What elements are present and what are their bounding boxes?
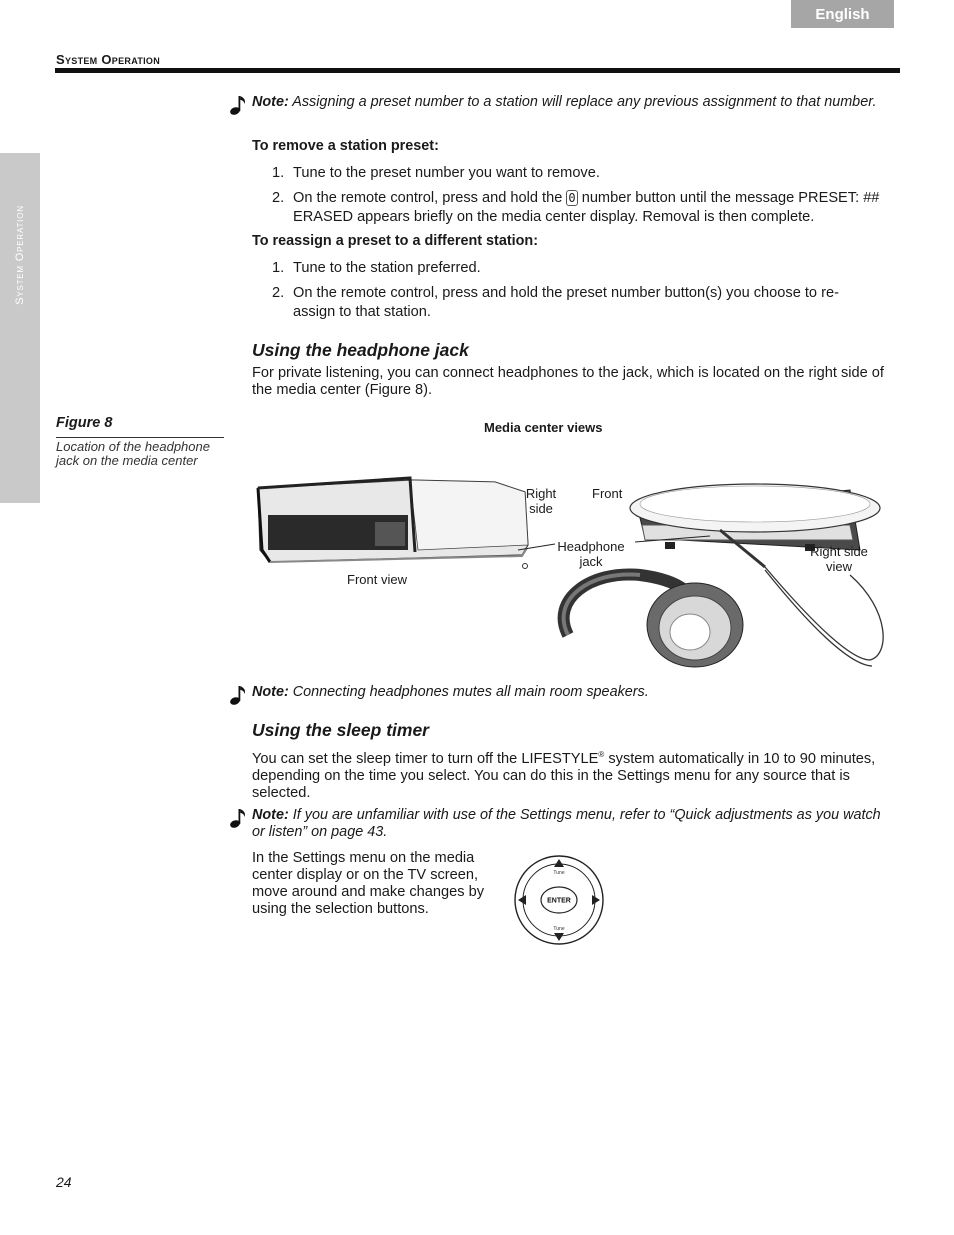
- sleep-text-a: You can set the sleep timer to turn off the LIFESTYLE: [252, 750, 599, 767]
- language-tab[interactable]: English: [791, 0, 894, 28]
- music-note-icon: [228, 684, 250, 706]
- headphone-section-heading: Using the headphone jack: [252, 340, 469, 360]
- list-item: [272, 164, 897, 183]
- list-item: [272, 284, 872, 322]
- note-headphones-mute: [228, 684, 888, 701]
- step-number: 2.: [272, 190, 285, 206]
- music-note-icon: [228, 807, 250, 829]
- music-note-icon: [228, 94, 250, 116]
- settings-menu-paragraph: In the Settings menu on the media center display or on the TV screen, move around and make changes by using the selection buttons.: [252, 850, 485, 917]
- sleep-timer-heading: Using the sleep timer: [252, 720, 429, 740]
- note-text: Assigning a preset number to a station will replace any previous assignment to that number.: [292, 94, 877, 110]
- step-text: number button until the message PRESET: ## ERASED appears briefly on the media center display. Removal is then complete.: [293, 190, 880, 225]
- note-settings-menu: [228, 807, 888, 841]
- remove-preset-heading: To remove a station preset:: [252, 138, 439, 154]
- step-text: On the remote control, press and hold the: [293, 190, 563, 206]
- note-label: Note:: [252, 94, 289, 110]
- headphones-image: [564, 567, 884, 667]
- step-number: 2.: [272, 285, 285, 301]
- list-item: [272, 259, 897, 278]
- figure-caption-rule: [56, 437, 224, 438]
- figure-title: Figure 8: [56, 415, 113, 431]
- tune-bottom-label: Tune: [553, 926, 565, 932]
- sleep-timer-paragraph: [252, 746, 882, 802]
- label-front-view: Front view: [347, 572, 407, 587]
- step-text: On the remote control, press and hold the preset number button(s) you choose to re-assign to that station.: [293, 285, 839, 320]
- media-center-illustration: [250, 470, 895, 670]
- header-rule: [55, 68, 900, 73]
- registered-mark: ®: [598, 750, 605, 759]
- note-label: Note:: [252, 684, 289, 700]
- list-item: [272, 189, 897, 227]
- page-number: 24: [56, 1174, 72, 1190]
- note-preset-replace: [228, 94, 888, 111]
- label-right-side-view: Right side view: [810, 544, 868, 574]
- label-headphone-jack: Headphone jack: [557, 539, 625, 569]
- figure-caption: Location of the headphone jack on the media center: [56, 439, 210, 468]
- note-text: Connecting headphones mutes all main room speakers.: [292, 684, 649, 700]
- media-center-front-view-image: [258, 478, 528, 569]
- step-text: Tune to the station preferred.: [293, 260, 481, 276]
- note-label: Note:: [252, 807, 289, 823]
- headphone-paragraph: For private listening, you can connect headphones to the jack, which is located on the right side of the media center (Figure 8).: [252, 365, 884, 398]
- step-number: 1.: [272, 165, 285, 181]
- step-number: 1.: [272, 260, 285, 276]
- side-tab-label: System Operation: [14, 205, 26, 305]
- label-front: Front: [592, 486, 623, 501]
- reassign-preset-heading: To reassign a preset to a different station:: [252, 233, 538, 249]
- step-text: Tune to the preset number you want to remove.: [293, 165, 600, 181]
- sleep-text-b: system automatically in 10 to 90 minutes, depending on the time you select. You can do this in the Settings menu for any source that is selected.: [252, 750, 876, 801]
- selection-buttons-illustration: [513, 854, 605, 946]
- label-right-side: Right side: [525, 486, 557, 516]
- tune-top-label: Tune: [553, 870, 565, 876]
- section-header-title: System Operation: [56, 52, 161, 67]
- note-text: If you are unfamiliar with use of the Settings menu, refer to “Quick adjustments as you watch or listen” on page 43.: [252, 807, 881, 840]
- enter-label: ENTER: [547, 897, 571, 905]
- zero-button-glyph: 0: [568, 191, 576, 205]
- figure-heading: Media center views: [484, 420, 603, 435]
